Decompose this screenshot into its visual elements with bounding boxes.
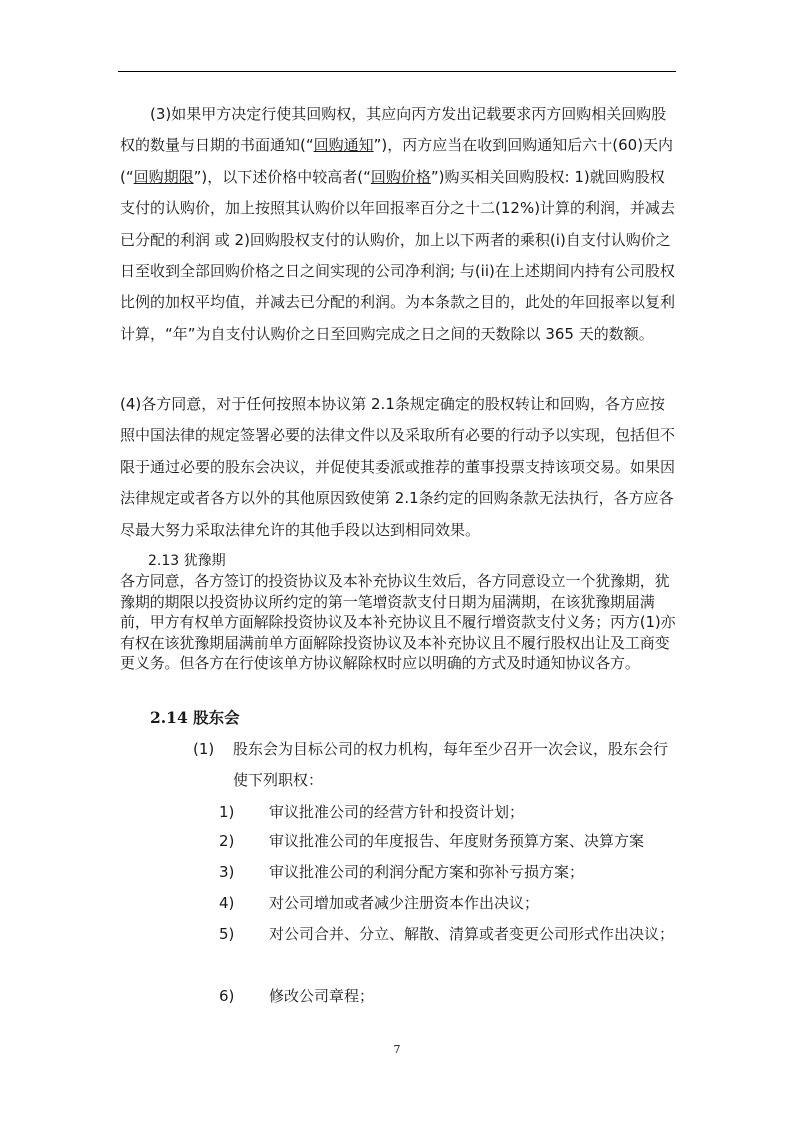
- term-repurchase-price: 回购价格: [370, 167, 431, 186]
- sub-item-number: 4): [219, 894, 235, 912]
- sub-item-text: 审议批准公司的年度报告、年度财务预算方案、决算方案: [269, 832, 645, 850]
- clause-3-text-1: (3)如果甲方决定行使其回购权，其应向丙方发出记载要求丙方回购相关回购股权的数量与日期的书面通知(“: [120, 105, 667, 155]
- clause-3-text-4: ”)购买相关回购股权: 1)就回购股权支付的认购价，加上按照其认购价以年回报率百分之十二(12%)计算的利润，并减去已分配的利润 或 2)回购股权支付的认购价，加上以下两者的乘积(i)自支付认购价之日至收到全部回购价格之日之间实现的公司净利润; 与(ii)在上述期间内持有公司股权比例的加权平均值，并减去已分配的利润。为本条款之目的，此处的年回报率以复利计算，“年”为自支付认购价之日至回购完成之日之间的天数除以 365 天的数额。: [120, 167, 676, 343]
- section-2-13-heading: 2.13 犹豫期: [148, 553, 226, 569]
- section-2-13-body: 各方同意，各方签订的投资协议及本补充协议生效后，各方同意设立一个犹豫期，犹豫期的期限以投资协议所约定的第一笔增资款支付日期为届满期，在该犹豫期届满前，甲方有权单方面解除投资协议及本补充协议且不履行增资款支付义务；丙方(1)亦有权在该犹豫期届满前单方面解除投资协议及本补充协议且不履行股权出让及工商变更义务。但各方在行使该单方协议解除权时应以明确的方式及时通知协议各方。: [120, 572, 676, 672]
- clause-3-text-2: ”)，丙方应当在收到回购通知后六十(60)天内(“: [120, 136, 674, 186]
- clause-3-text-3: ”)，以下述价格中较高者(“: [193, 167, 371, 186]
- sub-item-number: 2): [219, 832, 235, 850]
- sub-item-number: 3): [219, 863, 235, 881]
- page-number: 7: [393, 1043, 401, 1056]
- list-item-number: (1): [193, 740, 215, 758]
- sub-item-text: 修改公司章程；: [269, 987, 375, 1005]
- sub-item-text: 对公司增加或者减少注册资本作出决议；: [269, 894, 540, 912]
- term-repurchase-period: 回购期限: [133, 167, 194, 186]
- sub-item-number: 6): [219, 987, 235, 1005]
- term-repurchase-notice: 回购通知: [313, 136, 374, 155]
- sub-item-text: 审议批准公司的利润分配方案和弥补亏损方案；: [269, 863, 585, 881]
- list-item-text: 股东会为目标公司的权力机构，每年至少召开一次会议，股东会行使下列职权：: [233, 740, 669, 790]
- clause-4-paragraph: (4)各方同意，对于任何按照本协议第 2.1条规定确定的股权转让和回购，各方应按照中国法律的规定签署必要的法律文件以及采取所有必要的行动予以实现，包括但不限于通过必要的股东会决议，并促使其委派或推荐的董事投票支持该项交易。如果因法律规定或者各方以外的其他原因致使第 2.1条约定的回购条款无法执行，各方应各尽最大努力采取法律允许的其他手段以达到相同效果。: [120, 395, 676, 539]
- clause-3-paragraph: [120, 99, 678, 350]
- sub-item-number: 5): [219, 925, 235, 943]
- section-2-14-heading: 2.14 股东会: [150, 708, 240, 727]
- sub-item-text: 审议批准公司的经营方针和投资计划；: [269, 803, 525, 821]
- header-rule: [118, 71, 676, 72]
- sub-item-text: 对公司合并、分立、解散、清算或者变更公司形式作出决议；: [269, 925, 675, 943]
- sub-item-number: 1): [219, 803, 235, 821]
